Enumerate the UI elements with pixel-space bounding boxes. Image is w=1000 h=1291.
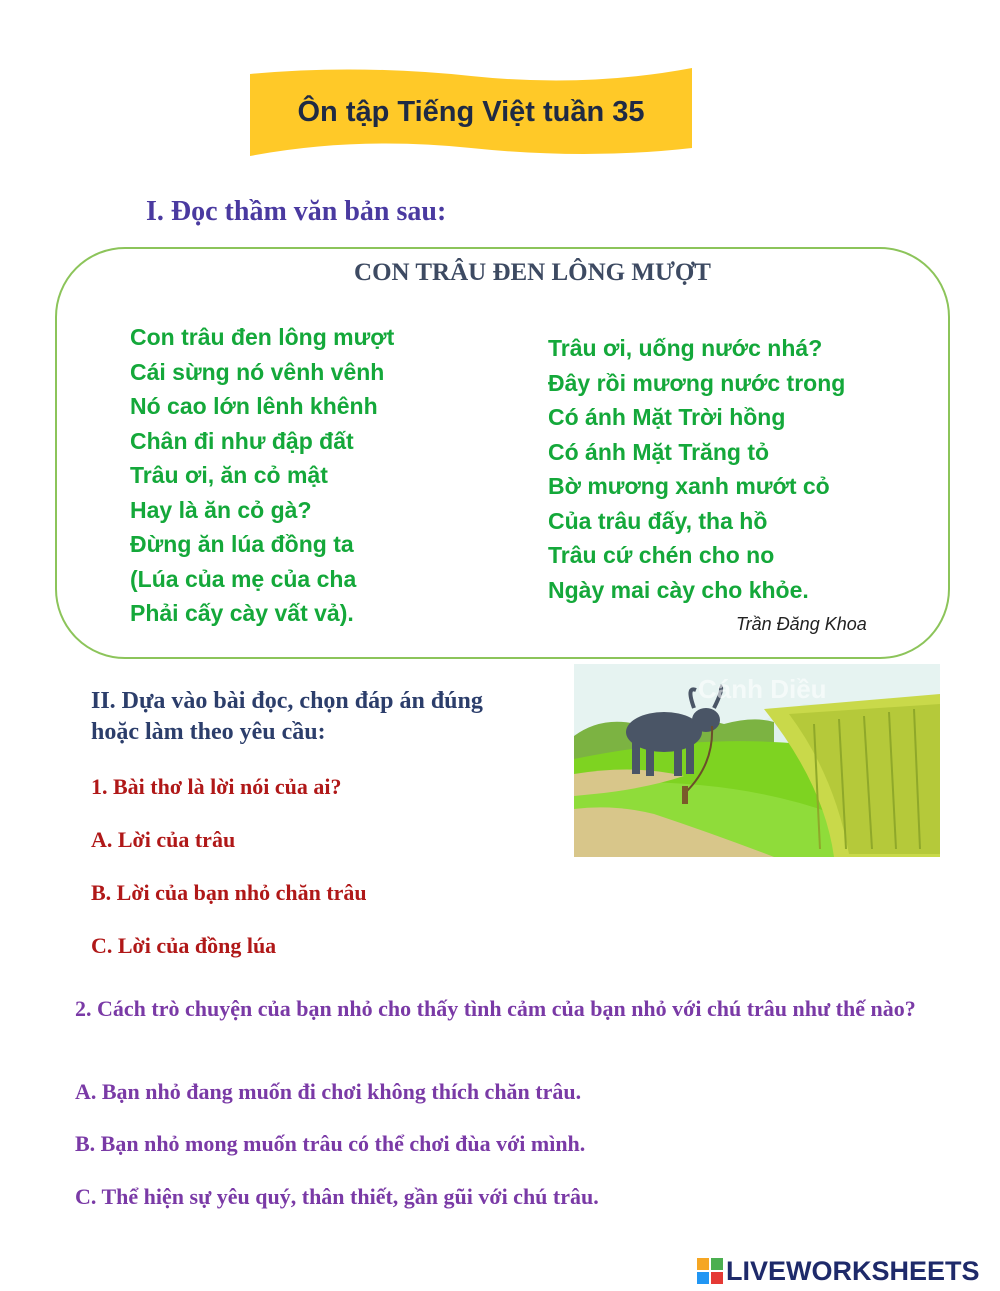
poem-line: Cái sừng nó vênh vênh	[130, 358, 385, 385]
section-2-line: II. Dựa vào bài đọc, chọn đáp án đúng	[91, 688, 483, 714]
poem-left-column	[130, 320, 394, 631]
poem-line: Trâu ơi, uống nước nhá?	[548, 335, 823, 361]
section-1-heading: I. Đọc thầm văn bản sau:	[146, 196, 447, 227]
poem-author: Trần Đăng Khoa	[736, 614, 867, 634]
question-1-option-b[interactable]: B. Lời của bạn nhỏ chăn trâu	[91, 880, 367, 905]
logo-icon	[697, 1258, 723, 1284]
question-1-text: 1. Bài thơ là lời nói của ai?	[91, 774, 342, 799]
poem-line: Của trâu đấy, tha hồ	[548, 507, 768, 534]
poem-line: Trâu cứ chén cho no	[548, 542, 775, 568]
page-title: Ôn tập Tiếng Việt tuần 35	[297, 95, 645, 128]
question-1-option-c[interactable]: C. Lời của đồng lúa	[91, 933, 277, 958]
section-2-heading	[91, 686, 483, 748]
poem-line: Nó cao lớn lênh khênh	[130, 393, 378, 419]
poem-line: Có ánh Mặt Trời hồng	[548, 404, 786, 430]
poem-line: Con trâu đen lông mượt	[130, 324, 395, 350]
poem-line: Trâu ơi, ăn cỏ mật	[130, 462, 328, 488]
question-2-option-c[interactable]: C. Thể hiện sự yêu quý, thân thiết, gần gũi với chú trâu.	[75, 1184, 599, 1209]
buffalo-illustration	[574, 664, 940, 857]
question-1-option-a[interactable]: A. Lời của trâu	[91, 827, 236, 852]
section-2-line: hoặc làm theo yêu cầu:	[91, 719, 326, 745]
question-2-option-b[interactable]: B. Bạn nhỏ mong muốn trâu có thể chơi đùa với mình.	[75, 1131, 586, 1156]
poem-line: Chân đi như đập đất	[130, 427, 354, 454]
poem-line: Hay là ăn cỏ gà?	[130, 496, 312, 523]
poem-right-column	[548, 331, 845, 607]
poem-line: (Lúa của mẹ của cha	[130, 565, 357, 592]
poem-line: Có ánh Mặt Trăng tỏ	[548, 438, 770, 465]
question-2-option-a[interactable]: A. Bạn nhỏ đang muốn đi chơi không thích chăn trâu.	[75, 1079, 582, 1104]
poem-title: CON TRÂU ĐEN LÔNG MƯỢT	[354, 259, 711, 286]
poem-line: Đừng ăn lúa đồng ta	[130, 531, 354, 557]
question-2-text: 2. Cách trò chuyện của bạn nhỏ cho thấy tình cảm của bạn nhỏ với chú trâu như thế nào?	[75, 996, 916, 1021]
liveworksheets-logo	[697, 1256, 980, 1286]
illustration-watermark: Cánh Diều	[698, 674, 827, 704]
title-banner	[246, 62, 696, 162]
poem-line: Phải cấy cày vất vả).	[130, 600, 354, 626]
logo-text: LIVEWORKSHEETS	[726, 1255, 980, 1286]
poem-line: Ngày mai cày cho khỏe.	[548, 576, 809, 603]
poem-line: Bờ mương xanh mướt cỏ	[548, 473, 830, 499]
poem-line: Đây rồi mương nước trong	[548, 369, 846, 396]
